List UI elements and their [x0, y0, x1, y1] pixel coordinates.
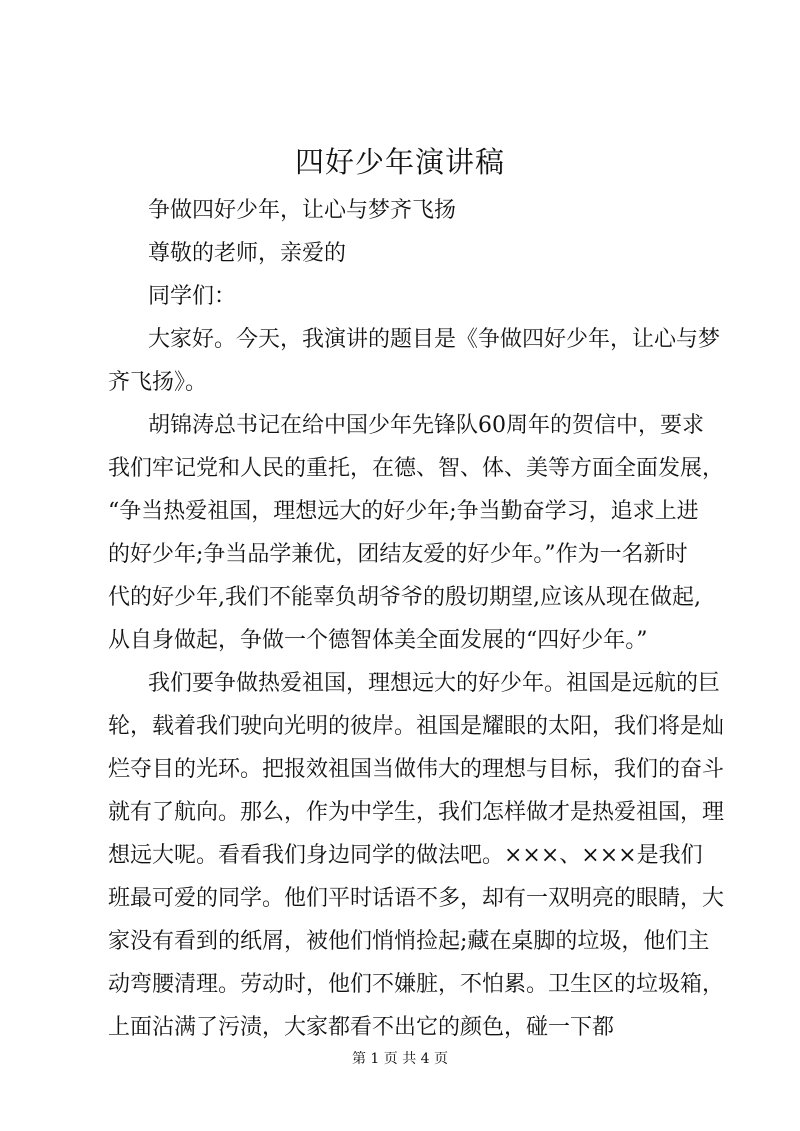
paragraph-line: 的好少年;争当品学兼优，团结友爱的好少年。”作为一名新时	[108, 542, 688, 567]
paragraph-line: 就有了航向。那么，作为中学生，我们怎样做才是热爱祖国，理	[108, 800, 725, 825]
document-title: 四好少年演讲稿	[294, 145, 505, 179]
paragraph-line: 动弯腰清理。劳动时，他们不嫌脏，不怕累。卫生区的垃圾箱，	[108, 972, 725, 997]
paragraph-line: 轮，载着我们驶向光明的彼岸。祖国是耀眼的太阳，我们将是灿	[108, 714, 725, 739]
paragraph-line: 家没有看到的纸屑，被他们悄悄捡起;藏在桌脚的垃圾，他们主	[108, 929, 710, 954]
paragraph-line: 代的好少年,我们不能辜负胡爷爷的殷切期望,应该从现在做起,	[108, 585, 701, 610]
paragraph-line: 胡锦涛总书记在给中国少年先锋队60周年的贺信中，要求	[148, 413, 704, 438]
paragraph-line: 我们要争做热爱祖国，理想远大的好少年。祖国是远航的巨	[148, 671, 721, 696]
paragraph-line: “争当热爱祖国，理想远大的好少年;争当勤奋学习，追求上进	[108, 499, 699, 524]
subtitle-line: 争做四好少年，让心与梦齐飞扬	[148, 198, 457, 223]
paragraph-line: 齐飞扬》。	[108, 370, 208, 395]
salutation-line: 同学们：	[148, 284, 237, 309]
paragraph-line: 班最可爱的同学。他们平时话语不多，却有一双明亮的眼睛，大	[108, 886, 725, 911]
paragraph-line: 我们牢记党和人民的重托，在德、智、体、美等方面全面发展，	[108, 456, 725, 481]
paragraph-line: 上面沾满了污渍，大家都看不出它的颜色，碰一下都	[108, 1015, 615, 1040]
paragraph-line: 烂夺目的光环。把报效祖国当做伟大的理想与目标，我们的奋斗	[108, 757, 725, 782]
paragraph-line: 从自身做起，争做一个德智体美全面发展的“四好少年。”	[108, 628, 648, 653]
paragraph-line: 大家好。今天，我演讲的题目是《争做四好少年，让心与梦	[148, 327, 721, 352]
paragraph-line: 想远大呢。看看我们身边同学的做法吧。×××、×××是我们	[108, 843, 703, 868]
page-footer: 第 1 页 共 4 页	[351, 1051, 449, 1067]
salutation-line: 尊敬的老师，亲爱的	[148, 241, 347, 266]
